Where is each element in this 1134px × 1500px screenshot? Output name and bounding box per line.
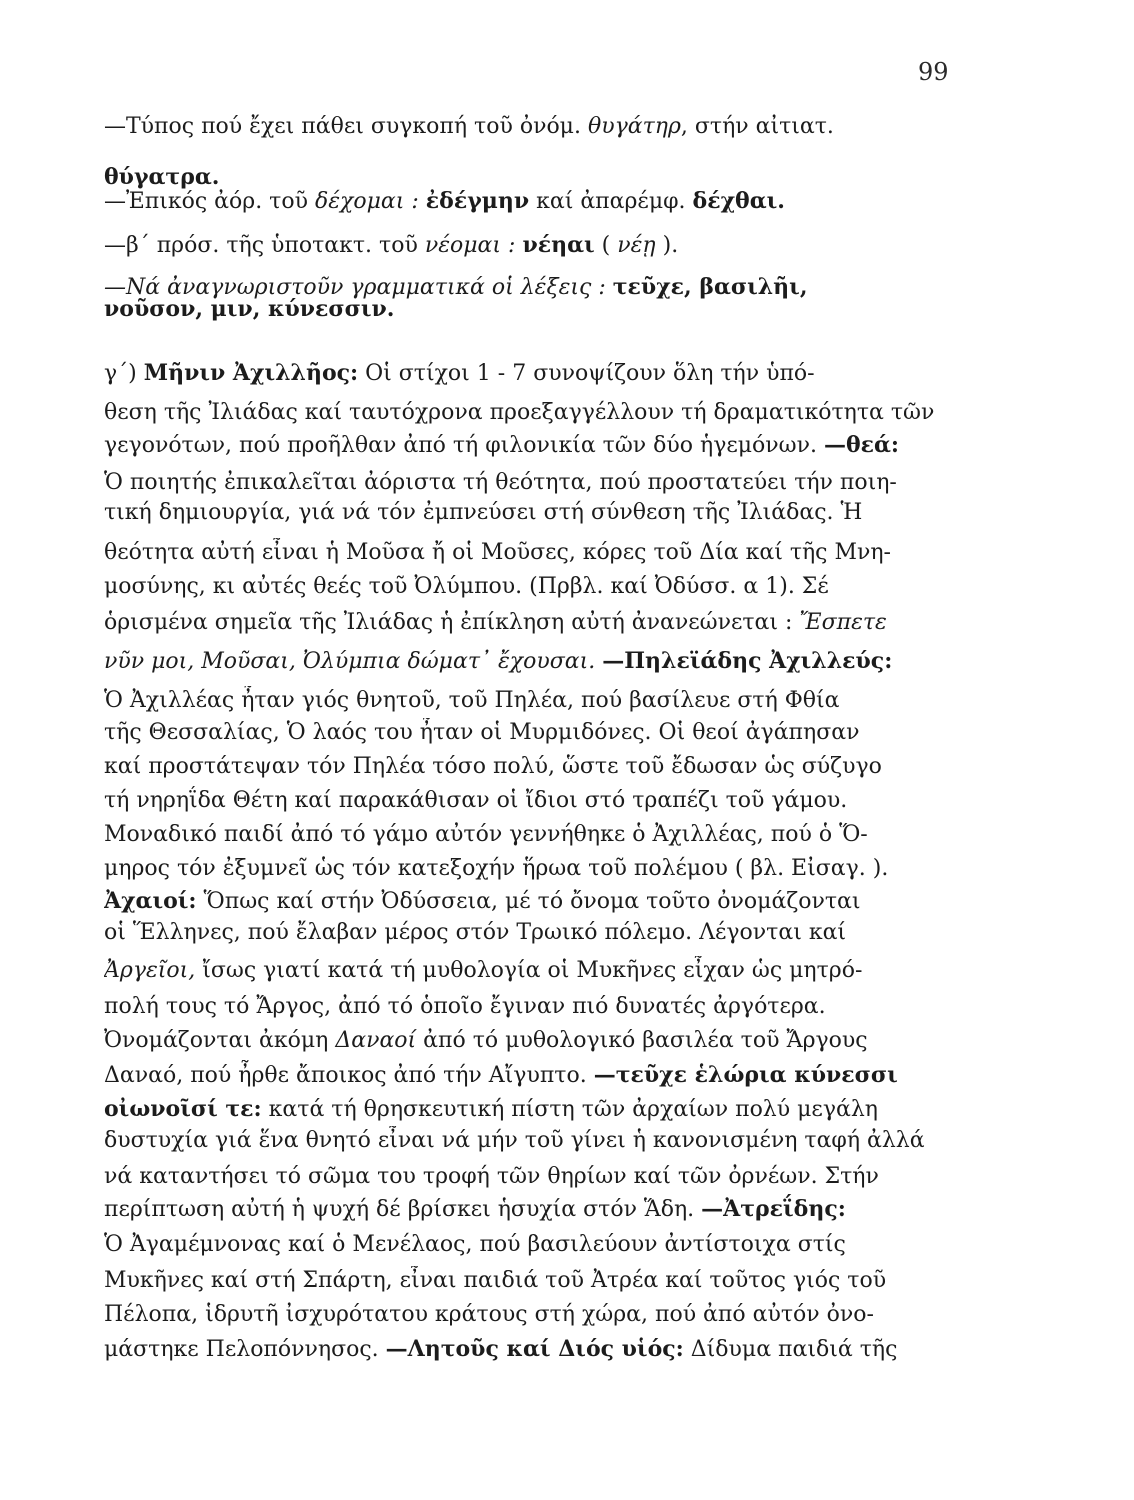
text-line bbox=[104, 398, 946, 428]
text-line bbox=[104, 572, 946, 602]
text-run: μοσύνης, κι αὐτές θεές τοῦ Ὀλύμπου. (Πρβλ. καί Ὀδύσσ. α 1). Σέ bbox=[104, 574, 829, 599]
text-run: Ὅπως καί στήν Ὀδύσσεια, μέ τό ὄνομα τοῦτο ὀνομάζονται bbox=[196, 889, 861, 914]
italic-term: νέῃ bbox=[617, 233, 656, 258]
text-line bbox=[104, 956, 946, 986]
text-line bbox=[104, 1230, 946, 1260]
text-run: γεγονότων, πού προῆλθαν ἀπό τή φιλονικία τῶν δύο ἡγεμόνων. bbox=[104, 433, 824, 458]
text-line bbox=[104, 1162, 946, 1192]
text-line bbox=[104, 608, 946, 638]
italic-term: θυγάτηρ bbox=[587, 114, 681, 139]
text-run: νά καταντήσει τό σῶμα του τροφή τῶν θηρίων καί τῶν ὀρνέων. Στήν bbox=[104, 1164, 879, 1189]
text-run: —β΄ πρόσ. τῆς ὑποτακτ. τοῦ bbox=[104, 233, 425, 258]
text-line bbox=[104, 1194, 946, 1224]
text-line bbox=[104, 468, 946, 498]
text-line bbox=[104, 854, 946, 884]
bold-term: —τεῦχε ἑλώρια κύνεσσι bbox=[593, 1062, 898, 1088]
text-run: ( bbox=[594, 233, 618, 258]
text-run: κατά τή θρησκευτική πίστη τῶν ἀρχαίων πολύ μεγάλη bbox=[261, 1097, 878, 1122]
text-run: Μοναδικό παιδί ἀπό τό γάμο αὐτόν γεννήθηκε ὁ Ἀχιλλέας, πού ὁ Ὅ- bbox=[104, 822, 868, 847]
text-line bbox=[104, 786, 946, 816]
bold-term: δέχθαι. bbox=[692, 188, 785, 214]
bold-term: —Λητοῦς καί Διός υἱός: bbox=[385, 1336, 684, 1362]
text-run: —Ἐπικός ἀόρ. τοῦ bbox=[104, 189, 315, 214]
text-run: Δίδυμα παιδιά τῆς bbox=[683, 1337, 898, 1362]
text-line bbox=[104, 718, 946, 748]
text-run: περίπτωση αὐτή ἡ ψυχή δέ βρίσκει ἡσυχία στόν Ἅδη. bbox=[104, 1197, 702, 1222]
bold-term: Ἀχαιοί: bbox=[104, 888, 197, 914]
page-number: 99 bbox=[918, 58, 949, 86]
text-line bbox=[104, 1060, 946, 1090]
text-run: τῆς Θεσσαλίας, Ὁ λαός του ἦταν οἱ Μυρμιδόνες. Οἱ θεοί ἀγάπησαν bbox=[104, 720, 860, 745]
text-line bbox=[104, 498, 946, 528]
bold-term: νέηαι bbox=[522, 232, 595, 258]
italic-term: Ἔσπετε bbox=[799, 610, 887, 635]
text-line bbox=[104, 230, 946, 260]
bold-term: θύγατρα. bbox=[104, 164, 220, 190]
text-run: Ὁ Ἀγαμέμνονας καί ὁ Μενέλαος, πού βασιλεύουν ἀντίστοιχα στίς bbox=[104, 1232, 846, 1257]
text-run: ). bbox=[655, 233, 679, 258]
italic-term: Δαναοί bbox=[335, 1028, 417, 1053]
text-line bbox=[104, 1094, 946, 1124]
text-run: Ὁ ποιητής ἐπικαλεῖται ἀόριστα τή θεότητα, πού προστατεύει τήν ποιη- bbox=[104, 470, 897, 495]
bold-term: νοῦσον, μιν, κύνεσσιν. bbox=[104, 296, 395, 322]
text-run: Μυκῆνες καί στή Σπάρτη, εἶναι παιδιά τοῦ Ἀτρέα καί τοῦτος γιός τοῦ bbox=[104, 1268, 887, 1293]
text-run: καί ἀπαρέμφ. bbox=[529, 189, 693, 214]
text-run: θεση τῆς Ἰλιάδας καί ταυτόχρονα προεξαγγέλλουν τή δραματικότητα τῶν bbox=[104, 400, 935, 425]
text-line bbox=[104, 294, 946, 324]
text-line bbox=[104, 1126, 946, 1156]
italic-term: δέχομαι : bbox=[314, 189, 419, 214]
text-run: Ὀνομάζονται ἀκόμη bbox=[104, 1028, 336, 1053]
text-run: μάστηκε Πελοπόννησος. bbox=[104, 1337, 386, 1362]
italic-term: Ἀργεῖοι, bbox=[104, 958, 196, 983]
bold-term: —Ἀτρεΐδης: bbox=[701, 1196, 846, 1222]
text-run: γ΄) bbox=[104, 361, 144, 386]
text-run: μηρος τόν ἐξυμνεῖ ὡς τόν κατεξοχήν ἥρωα τοῦ πολέμου ( βλ. Εἰσαγ. ). bbox=[104, 856, 889, 881]
text-run: ἀπό τό μυθολογικό βασιλέα τοῦ Ἄργους bbox=[416, 1028, 868, 1053]
text-run: —Τύπος πού ἔχει πάθει συγκοπή τοῦ ὀνόμ. bbox=[104, 114, 588, 139]
text-run: οἱ Ἕλληνες, πού ἔλαβαν μέρος στόν Τρωικό πόλεμο. Λέγονται καί bbox=[104, 920, 847, 945]
bold-term: ἐδέγμην bbox=[425, 188, 530, 214]
text-line bbox=[104, 358, 946, 388]
italic-term: νῦν μοι, Μοῦσαι, Ὀλύμπια δώματ᾽ ἔχουσαι. bbox=[104, 649, 596, 674]
text-line bbox=[104, 1026, 946, 1056]
bold-term: τεῦχε, βασιλῆι, bbox=[612, 274, 808, 300]
text-line bbox=[104, 918, 946, 948]
text-run: τική δημιουργία, γιά νά τόν ἐμπνεύσει στή σύνθεση τῆς Ἰλιάδας. Ἡ bbox=[104, 500, 863, 525]
bold-term: Μῆνιν Ἀχιλλῆος: bbox=[143, 360, 359, 386]
text-line bbox=[104, 112, 946, 142]
text-line bbox=[104, 646, 946, 676]
text-run: καί προστάτεψαν τόν Πηλέα τόσο πολύ, ὥστε τοῦ ἔδωσαν ὡς σύζυγο bbox=[104, 754, 882, 779]
text-run: , στήν αἰτιατ. bbox=[680, 114, 834, 139]
text-line bbox=[104, 820, 946, 850]
bold-term: —θεά: bbox=[823, 432, 900, 458]
text-line bbox=[104, 686, 946, 716]
text-line bbox=[104, 538, 946, 568]
text-run: Οἱ στίχοι 1 - 7 συνοψίζουν ὅλη τήν ὑπό- bbox=[358, 361, 815, 386]
text-line bbox=[104, 886, 946, 916]
text-line bbox=[104, 752, 946, 782]
text-run: ἴσως γιατί κατά τή μυθολογία οἱ Μυκῆνες εἶχαν ὡς μητρό- bbox=[195, 958, 863, 983]
italic-term: —Νά ἀναγνωριστοῦν γραμματικά οἱ λέξεις : bbox=[104, 275, 606, 300]
text-run: ὁρισμένα σημεῖα τῆς Ἰλιάδας ἡ ἐπίκληση αὐτή ἀνανεώνεται : bbox=[104, 610, 800, 635]
text-run: Ὁ Ἀχιλλέας ἦταν γιός θνητοῦ, τοῦ Πηλέα, πού βασίλευε στή Φθία bbox=[104, 688, 840, 713]
text-line bbox=[104, 1266, 946, 1296]
text-line bbox=[104, 1334, 946, 1364]
text-line bbox=[104, 1300, 946, 1330]
text-run bbox=[419, 189, 426, 214]
text-run: Πέλοπα, ἱδρυτῆ ἰσχυρότατου κράτους στή χώρα, πού ἀπό αὐτόν ὀνο- bbox=[104, 1302, 874, 1327]
text-run: θεότητα αὐτή εἶναι ἡ Μοῦσα ἤ οἱ Μοῦσες, κόρες τοῦ Δία καί τῆς Μνη- bbox=[104, 540, 891, 565]
text-run: Δαναό, πού ἦρθε ἄποικος ἀπό τήν Αἴγυπτο. bbox=[104, 1063, 594, 1088]
text-line bbox=[104, 992, 946, 1022]
text-line bbox=[104, 430, 946, 460]
text-line bbox=[104, 186, 946, 216]
bold-term: —Πηλεϊάδης Ἀχιλλεύς: bbox=[602, 648, 893, 674]
text-run: δυστυχία γιά ἕνα θνητό εἶναι νά μήν τοῦ γίνει ἡ κανονισμένη ταφή ἀλλά bbox=[104, 1128, 925, 1153]
bold-term: οἰωνοῖσί τε: bbox=[104, 1096, 262, 1122]
italic-term: νέομαι : bbox=[424, 233, 516, 258]
text-run: πολή τους τό Ἄργος, ἀπό τό ὁποῖο ἔγιναν πιό δυνατές ἀργότερα. bbox=[104, 994, 826, 1019]
text-run: τή νηρηΐδα Θέτη καί παρακάθισαν οἱ ἴδιοι στό τραπέζι τοῦ γάμου. bbox=[104, 788, 848, 813]
